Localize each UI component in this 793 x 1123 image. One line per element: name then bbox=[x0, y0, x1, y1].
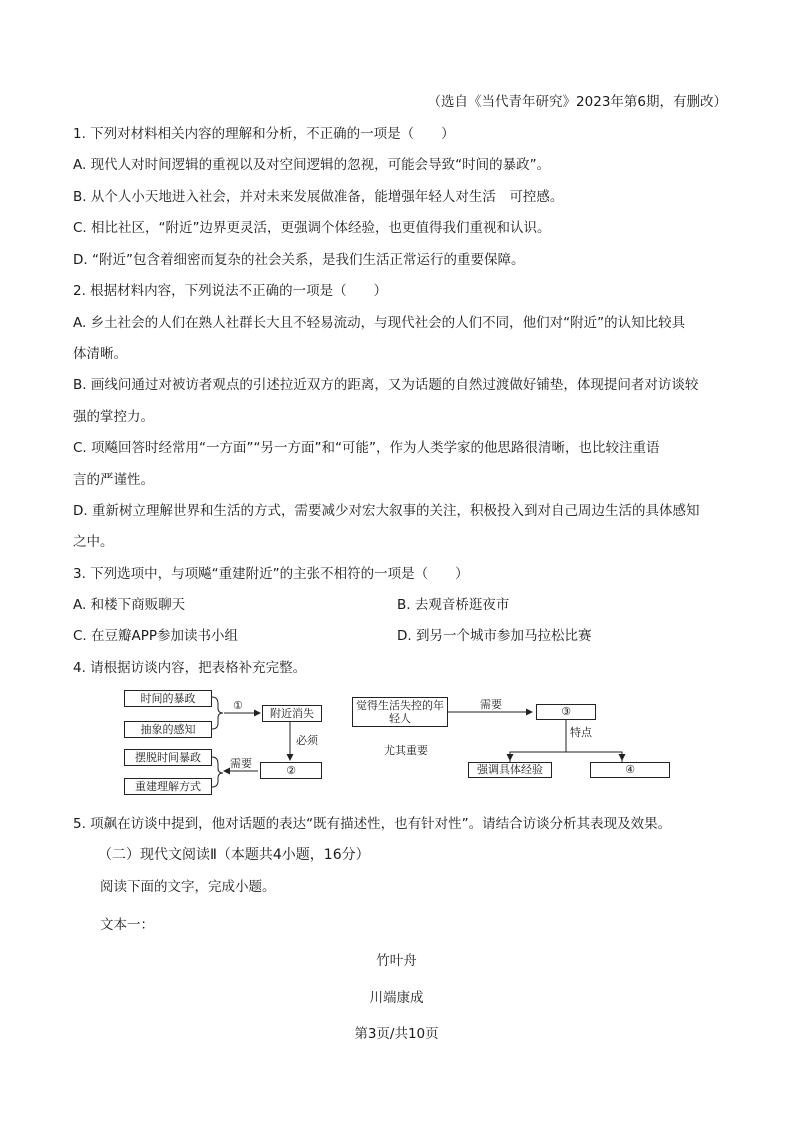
section-instruction: 阅读下面的文字，完成小题。 bbox=[100, 879, 276, 895]
diagram-box-rebuild-understanding: 重建理解方式 bbox=[124, 778, 212, 795]
question-4-stem: 4. 请根据访谈内容，把表格补充完整。 bbox=[73, 660, 307, 676]
diagram-box-youth: 觉得生活失控的年轻人 bbox=[352, 697, 448, 727]
diagram-label-need-left: 需要 bbox=[230, 757, 252, 770]
question-2-option-a-line2: 体清晰。 bbox=[73, 346, 127, 362]
diagram-box-4: ④ bbox=[590, 762, 670, 778]
question-2-stem: 2. 根据材料内容，下列说法不正确的一项是（ ） bbox=[73, 283, 388, 299]
diagram-marker-1: ① bbox=[233, 699, 243, 712]
diagram-box-3: ③ bbox=[536, 704, 596, 720]
story-author: 川端康成 bbox=[369, 990, 424, 1006]
diagram-label-need-right: 需要 bbox=[480, 698, 502, 711]
question-2-option-d-line1: D. 重新树立理解世界和生活的方式，需要减少对宏大叙事的关注，积极投入到对自己周边生活的具体感知 bbox=[73, 503, 700, 519]
question-3-stem: 3. 下列选项中，与项飚“重建附近”的主张不相符的一项是（ ） bbox=[73, 566, 469, 582]
question-3-option-b: B. 去观音桥逛夜市 bbox=[397, 597, 510, 613]
section-heading: （二）现代文阅读Ⅱ（本题共4小题，16分） bbox=[98, 847, 370, 863]
question-2-option-b-line1: B. 画线问通过对被访者观点的引述拉近双方的距离，又为话题的自然过渡做好铺垫，体现提问者对访谈较 bbox=[73, 377, 699, 393]
question-2-option-b-line2: 强的掌控力。 bbox=[73, 409, 154, 425]
question-2-option-c-line1: C. 项飚回答时经常用“一方面”“另一方面”和“可能”，作为人类学家的他思路很清晰，也比较注重语 bbox=[73, 440, 660, 456]
story-title: 竹叶舟 bbox=[376, 953, 417, 969]
diagram-box-abstract-perception: 抽象的感知 bbox=[124, 721, 212, 738]
diagram-box-emphasize-experience: 强调具体经验 bbox=[468, 762, 552, 778]
diagram-label-feature: 特点 bbox=[570, 726, 592, 739]
diagram-box-2: ② bbox=[260, 762, 322, 779]
question-3-option-c: C. 在豆瓣APP参加读书小组 bbox=[73, 628, 239, 644]
diagram-label-especially-important: 尤其重要 bbox=[384, 744, 428, 757]
question-1-option-d: D. “附近”包含着细密而复杂的社会关系，是我们生活正常运行的重要保障。 bbox=[73, 252, 525, 268]
question-1-option-c: C. 相比社区，“附近”边界更灵活，更强调个体经验，也更值得我们重视和认识。 bbox=[73, 220, 551, 236]
question-2-option-d-line2: 之中。 bbox=[73, 534, 114, 550]
question-1-stem: 1. 下列对材料相关内容的理解和分析，不正确的一项是（ ） bbox=[73, 126, 455, 142]
question-2-option-a-line1: A. 乡土社会的人们在熟人社群长大且不轻易流动，与现代社会的人们不同，他们对“附近”的认知比较具 bbox=[73, 315, 686, 331]
question-3-option-a: A. 和楼下商贩聊天 bbox=[73, 597, 186, 613]
question-1-option-b: B. 从个人小天地进入社会，并对未来发展做准备，能增强年轻人对生活 可控感。 bbox=[73, 189, 564, 205]
diagram-box-time-tyranny: 时间的暴政 bbox=[124, 690, 212, 707]
question-5-stem: 5. 项飙在访谈中提到，他对话题的表达“既有描述性，也有针对性”。请结合访谈分析其表现及效果。 bbox=[73, 816, 672, 832]
diagram-label-must: 必须 bbox=[296, 734, 318, 747]
question-2-option-c-line2: 言的严谨性。 bbox=[73, 472, 154, 488]
page-number: 第3页/共10页 bbox=[354, 1026, 439, 1042]
text-one-label: 文本一： bbox=[100, 917, 154, 933]
diagram-box-escape-time-tyranny: 摆脱时间暴政 bbox=[124, 749, 212, 766]
question-3-option-d: D. 到另一个城市参加马拉松比赛 bbox=[397, 628, 592, 644]
source-note: （选自《当代青年研究》2023年第6期，有删改） bbox=[427, 94, 727, 110]
diagram-box-nearby-vanish: 附近消失 bbox=[262, 705, 322, 722]
question-1-option-a: A. 现代人对时间逻辑的重视以及对空间逻辑的忽视，可能会导致“时间的暴政”。 bbox=[73, 157, 551, 173]
